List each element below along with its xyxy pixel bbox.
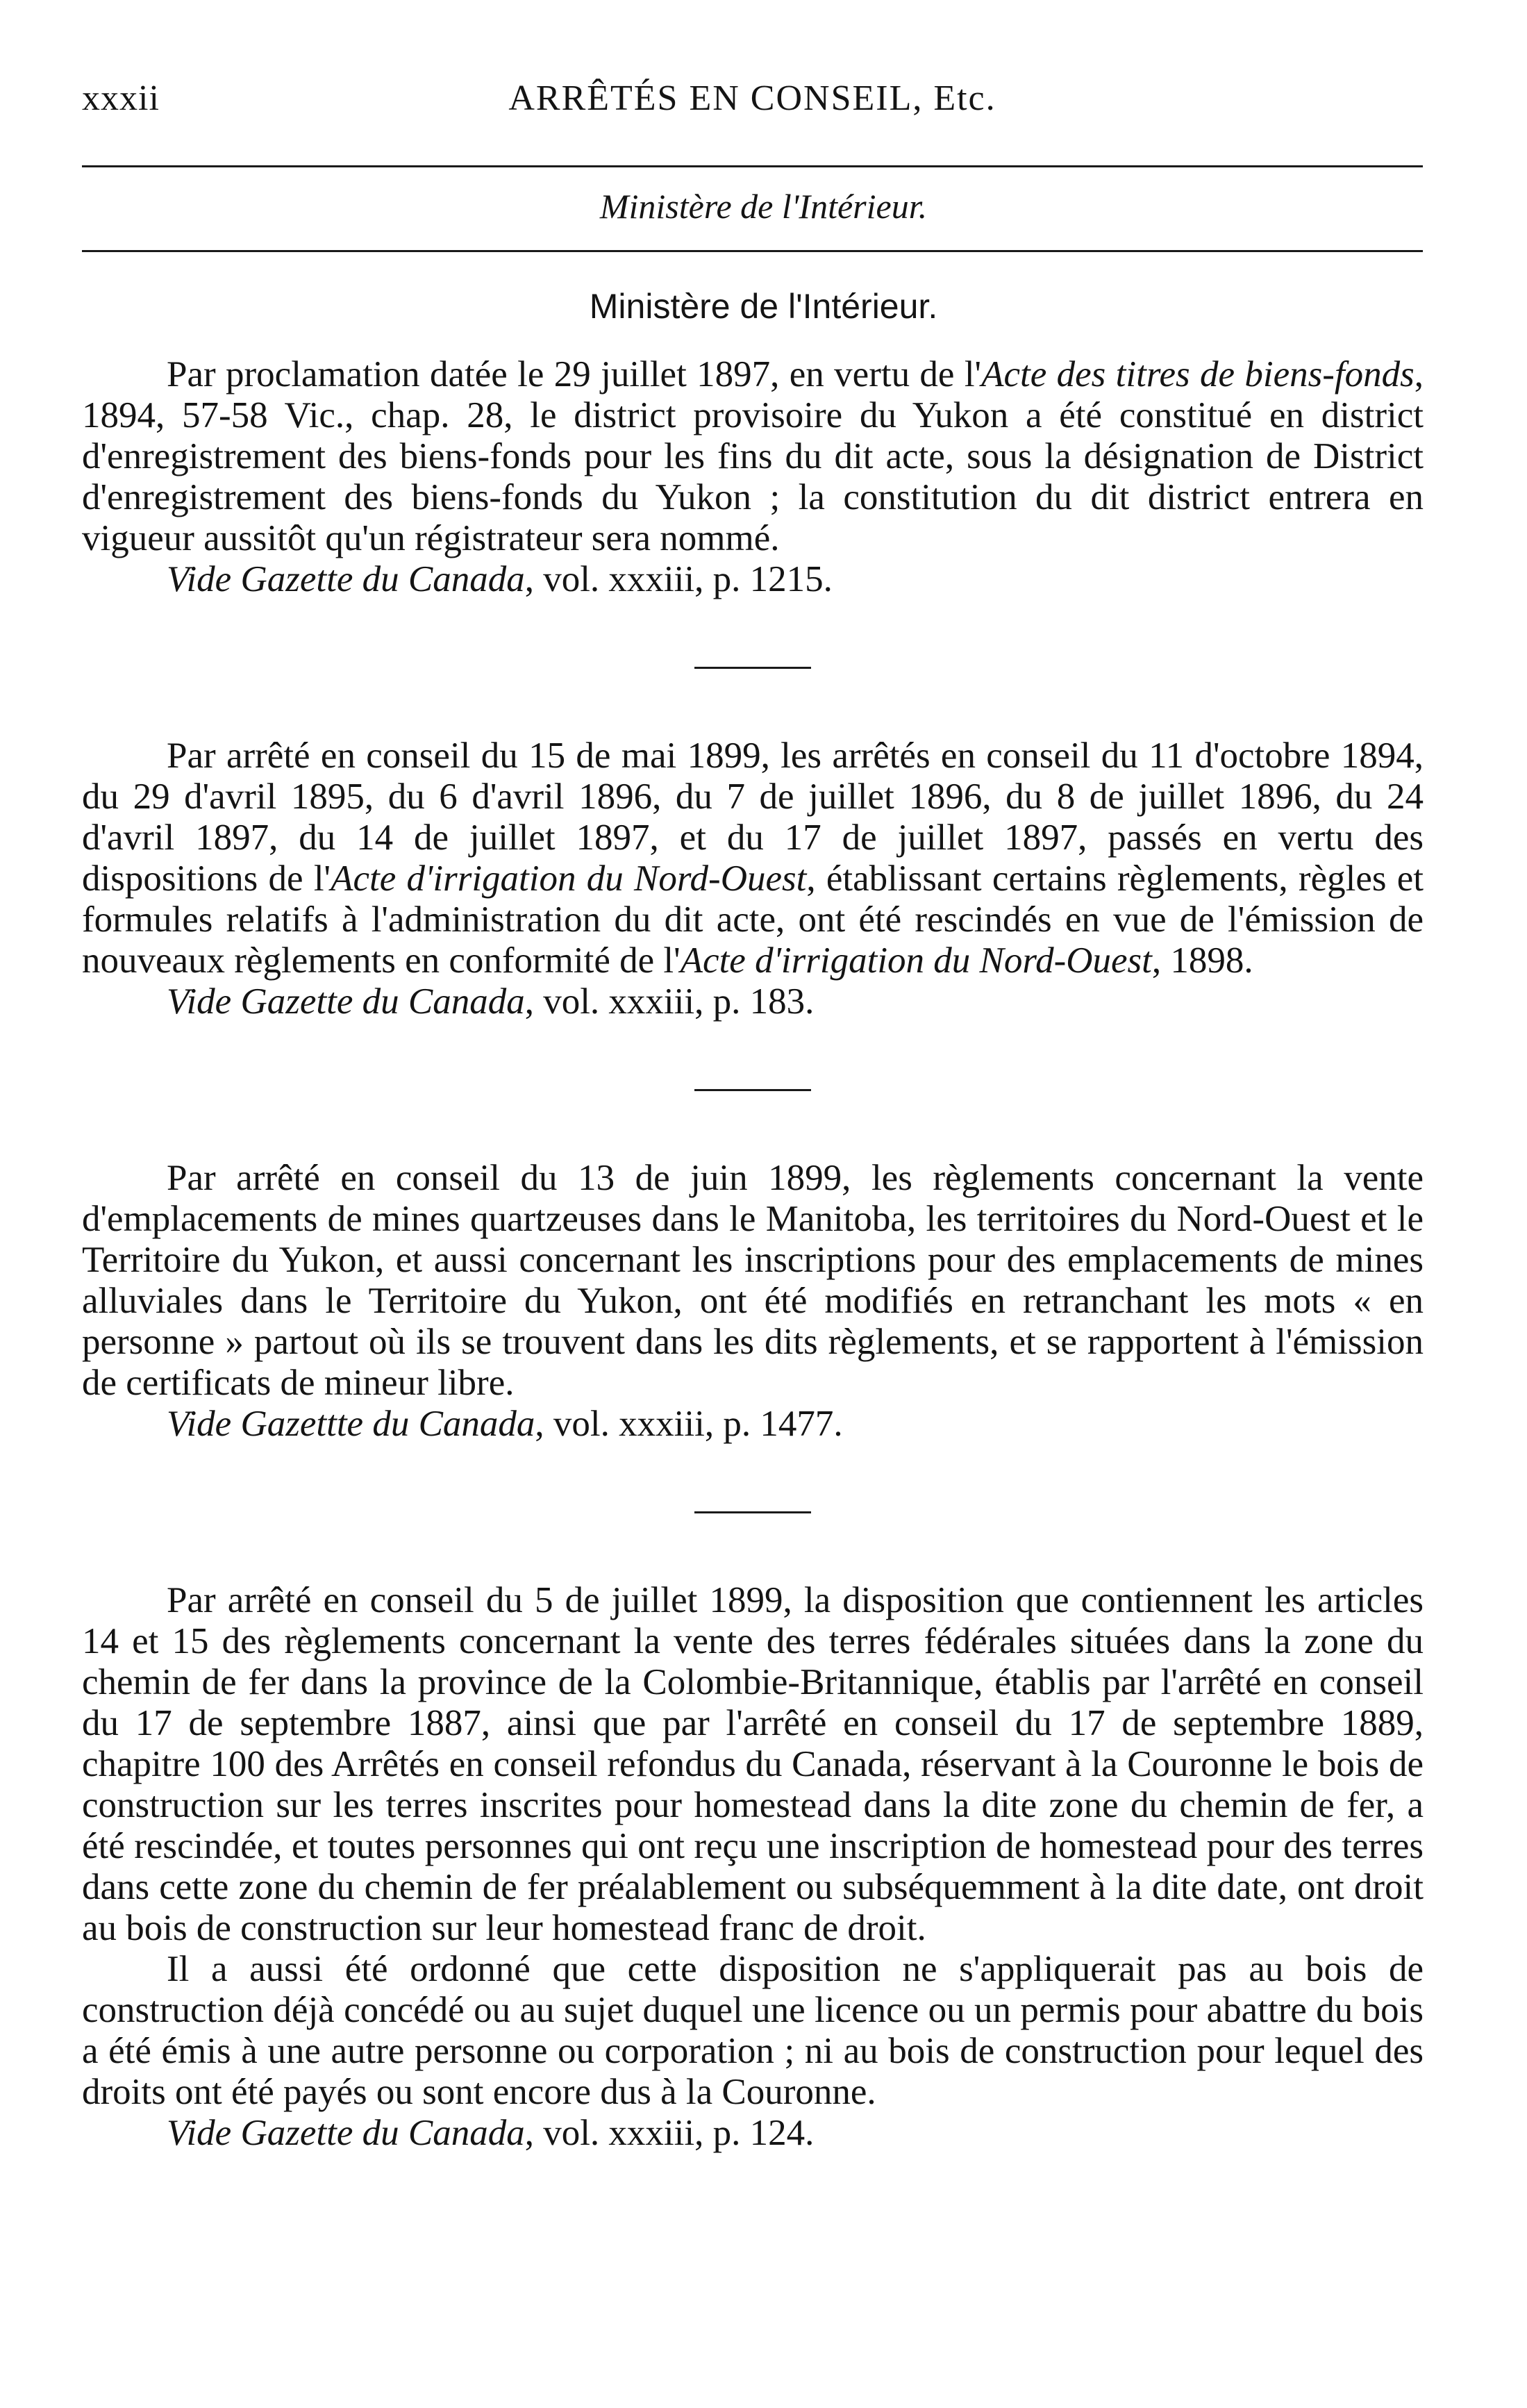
subheading: Ministère de l'Intérieur. — [589, 287, 938, 326]
separator-rule — [694, 1089, 811, 1091]
header-rule-bottom — [82, 250, 1423, 252]
entry-1 — [82, 354, 1424, 600]
gazette-reference: Vide Gazettte du Canada, vol. xxxiii, p. 1477. — [167, 1404, 843, 1444]
gazette-reference: Vide Gazette du Canada, vol. xxxiii, p. 1215. — [167, 559, 833, 599]
separator-rule — [694, 667, 811, 669]
entry-2 — [82, 736, 1424, 1022]
entry-paragraph-continued: Il a aussi été ordonné que cette disposition ne s'appliquerait pas au bois de construction déjà concédé ou au sujet duquel une licence ou un permis pour abattre du bois a été émis à une autre personne ou corporation ; ni au bois de construction pour lequel des droits ont été payés ou sont encore dus à la Couronne. — [82, 1949, 1424, 2112]
entry-paragraph: Par arrêté en conseil du 13 de juin 1899, les règlements concernant la vente d'emplacements de mines quartzeuses dans le Manitoba, les territoires du Nord-Ouest et le Territoire du Yukon, et aussi concernant les inscriptions pour des emplacements de mines alluviales dans le Territoire du Yukon, ont été modifiés en retranchant les mots « en personne » partout où ils se trouvent dans les dits règlements, et se rapportent à l'émission de certificats de mineur libre. — [82, 1158, 1424, 1403]
body-text — [82, 354, 1424, 2154]
header-rule-top — [82, 165, 1423, 167]
entry-4 — [82, 1580, 1424, 2154]
gazette-reference: Vide Gazette du Canada, vol. xxxiii, p. 183. — [167, 981, 815, 1022]
entry-paragraph: Par arrêté en conseil du 5 de juillet 1899, la disposition que contiennent les articles 14 et 15 des règlements concernant la vente des terres fédérales situées dans la zone du chemin de fer dans la province de la Colombie-Britannique, établis par l'arrêté en conseil du 17 de septembre 1887, ainsi que par l'arrêté en conseil du 17 de septembre 1889, chapitre 100 des Arrêtés en conseil refondus du Canada, réservant à la Couronne le bois de construction sur les terres inscrites pour homestead dans la dite zone du chemin de fer, a été rescindée, et toutes personnes qui ont reçu une inscription de homestead pour des terres dans cette zone du chemin de fer préalablement ou subséquemment à la dite date, ont droit au bois de construction sur leur homestead franc de droit. — [82, 1580, 1424, 1948]
entry-paragraph: Par proclamation datée le 29 juillet 1897, en vertu de l'Acte des titres de biens-fonds, 1894, 57-58 Vic., chap. 28, le district provisoire du Yukon a été constitué en district d'enregistrement des biens-fonds pour les fins du dit acte, sous la désignation de District d'enregistrement des biens-fonds du Yukon ; la constitution du dit district entrera en vigueur aussitôt qu'un régistrateur sera nommé. — [82, 354, 1424, 558]
running-title: ARRÊTÉS EN CONSEIL, Etc. — [508, 78, 996, 118]
gazette-reference: Vide Gazette du Canada, vol. xxxiii, p. 124. — [167, 2113, 815, 2153]
page-header — [82, 78, 1423, 126]
page-number: xxxii — [82, 78, 160, 118]
section-heading: Ministère de l'Intérieur. — [599, 187, 928, 226]
separator-rule — [694, 1511, 811, 1513]
entry-3 — [82, 1158, 1424, 1445]
entry-paragraph: Par arrêté en conseil du 15 de mai 1899, les arrêtés en conseil du 11 d'octobre 1894, du 29 d'avril 1895, du 6 d'avril 1896, du 7 de juillet 1896, du 8 de juillet 1896, du 24 d'avril 1897, du 14 de juillet 1897, et du 17 de juillet 1897, passés en vertu des dispositions de l'Acte d'irrigation du Nord-Ouest, établissant certains règlements, règles et formules relatifs à l'administration du dit acte, ont été rescindés en vue de l'émission de nouveaux règlements en conformité de l'Acte d'irrigation du Nord-Ouest, 1898. — [82, 736, 1424, 981]
